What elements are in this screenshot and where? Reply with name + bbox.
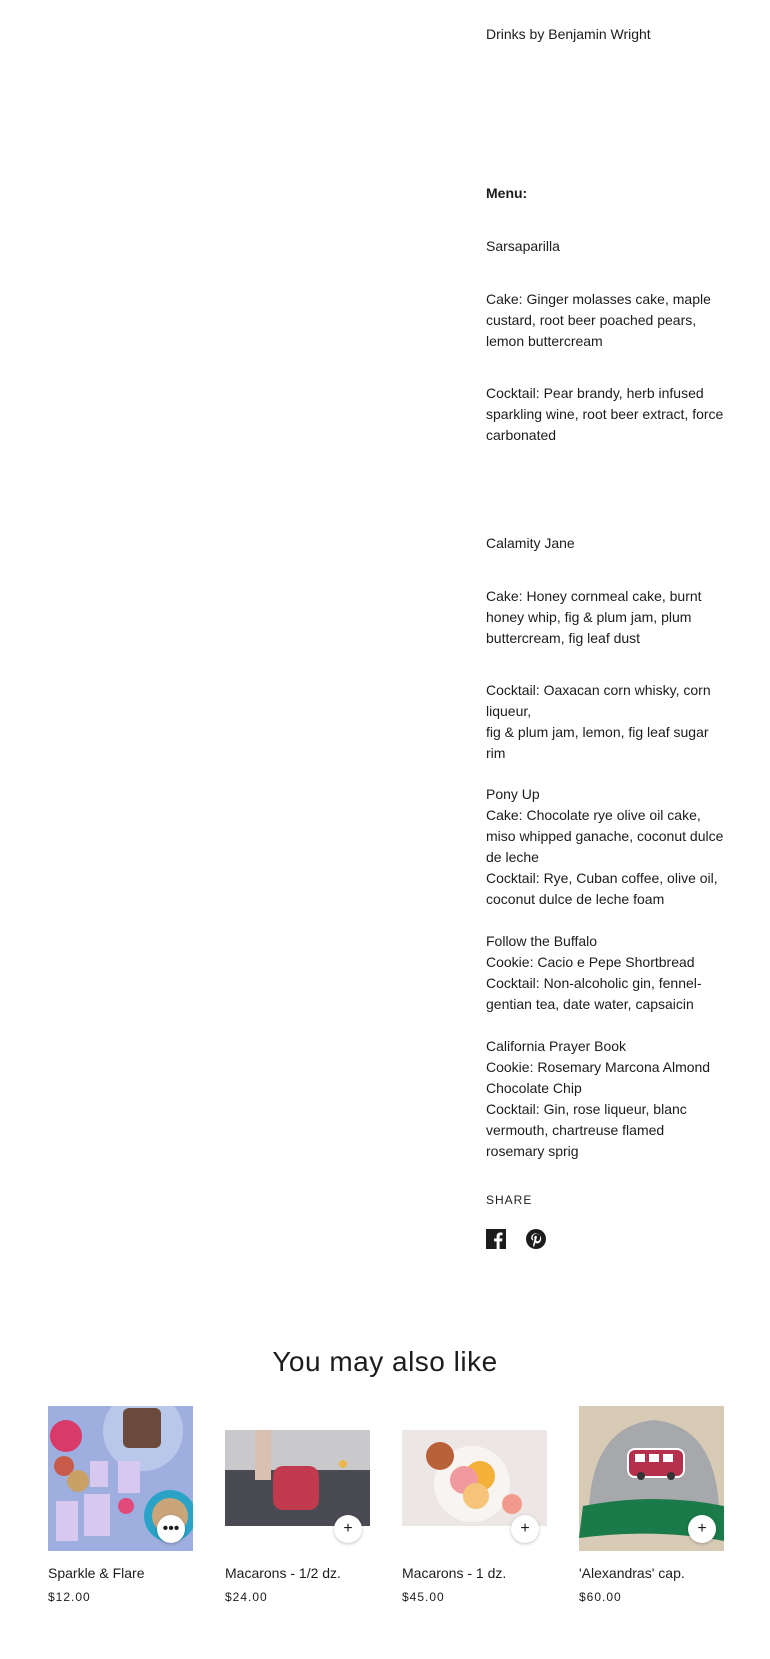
- menu-item-cake: Cake: Honey cornmeal cake, burnt honey whip, fig & plum jam, plum buttercream, fig leaf dust: [486, 588, 702, 646]
- menu-item-name: Follow the Buffalo: [486, 933, 598, 949]
- product-card[interactable]: [402, 1406, 547, 1604]
- product-name[interactable]: Sparkle & Flare: [48, 1565, 145, 1581]
- product-image[interactable]: [48, 1406, 193, 1551]
- product-image[interactable]: [579, 1406, 724, 1551]
- menu-item-cocktail-cont: fig & plum jam, lemon, fig leaf sugar rim: [486, 724, 709, 761]
- quick-add-button[interactable]: •••: [157, 1515, 185, 1543]
- product-name[interactable]: Macarons - 1 dz.: [402, 1565, 507, 1581]
- menu-item-name: Sarsaparilla: [486, 238, 560, 254]
- menu-item-cocktail: Cocktail: Gin, rose liqueur, blanc vermouth, chartreuse flamed rosemary sprig: [486, 1101, 687, 1159]
- quick-add-button[interactable]: +: [511, 1515, 539, 1543]
- product-price: $12.00: [48, 1590, 91, 1604]
- quick-add-button[interactable]: +: [334, 1515, 362, 1543]
- product-image[interactable]: [402, 1406, 547, 1551]
- product-card[interactable]: [579, 1406, 724, 1604]
- product-price: $24.00: [225, 1590, 268, 1604]
- share-label: SHARE: [486, 1193, 533, 1207]
- byline: Drinks by Benjamin Wright: [486, 26, 651, 42]
- menu-item-cocktail: Cocktail: Pear brandy, herb infused sparkling wine, root beer extract, force carbonated: [486, 385, 724, 443]
- recommendations-title: You may also like: [272, 1346, 498, 1377]
- product-card[interactable]: [48, 1406, 193, 1604]
- product-name[interactable]: 'Alexandras' cap.: [579, 1565, 685, 1581]
- menu-item-cake: Cake: Chocolate rye olive oil cake, miso whipped ganache, coconut dulce de leche: [486, 807, 724, 865]
- pinterest-icon[interactable]: [526, 1229, 546, 1249]
- menu-item-name: California Prayer Book: [486, 1038, 627, 1054]
- menu-item-cocktail: Cocktail: Non-alcoholic gin, fennel-gentian tea, date water, capsaicin: [486, 975, 702, 1012]
- menu-item-cookie: Cookie: Rosemary Marcona Almond Chocolate Chip: [486, 1059, 711, 1096]
- menu-item-cocktail: Cocktail: Oaxacan corn whisky, corn liqueur,: [486, 682, 711, 719]
- share-icons: [486, 1229, 546, 1249]
- menu-item-cocktail: Cocktail: Rye, Cuban coffee, olive oil, coconut dulce de leche foam: [486, 870, 718, 907]
- product-price: $60.00: [579, 1590, 622, 1604]
- facebook-icon[interactable]: [486, 1229, 506, 1249]
- product-card[interactable]: [225, 1406, 370, 1604]
- menu-item-name: Pony Up: [486, 786, 540, 802]
- menu-item-cake: Cake: Ginger molasses cake, maple custard, root beer poached pears, lemon buttercream: [486, 291, 711, 349]
- product-image[interactable]: [225, 1406, 370, 1551]
- menu-item-name: Calamity Jane: [486, 535, 575, 551]
- menu-heading: Menu:: [486, 185, 528, 201]
- product-price: $45.00: [402, 1590, 445, 1604]
- product-name[interactable]: Macarons - 1/2 dz.: [225, 1565, 341, 1581]
- quick-add-button[interactable]: +: [688, 1515, 716, 1543]
- product-grid: [48, 1406, 722, 1604]
- menu-item-cookie: Cookie: Cacio e Pepe Shortbread: [486, 954, 695, 970]
